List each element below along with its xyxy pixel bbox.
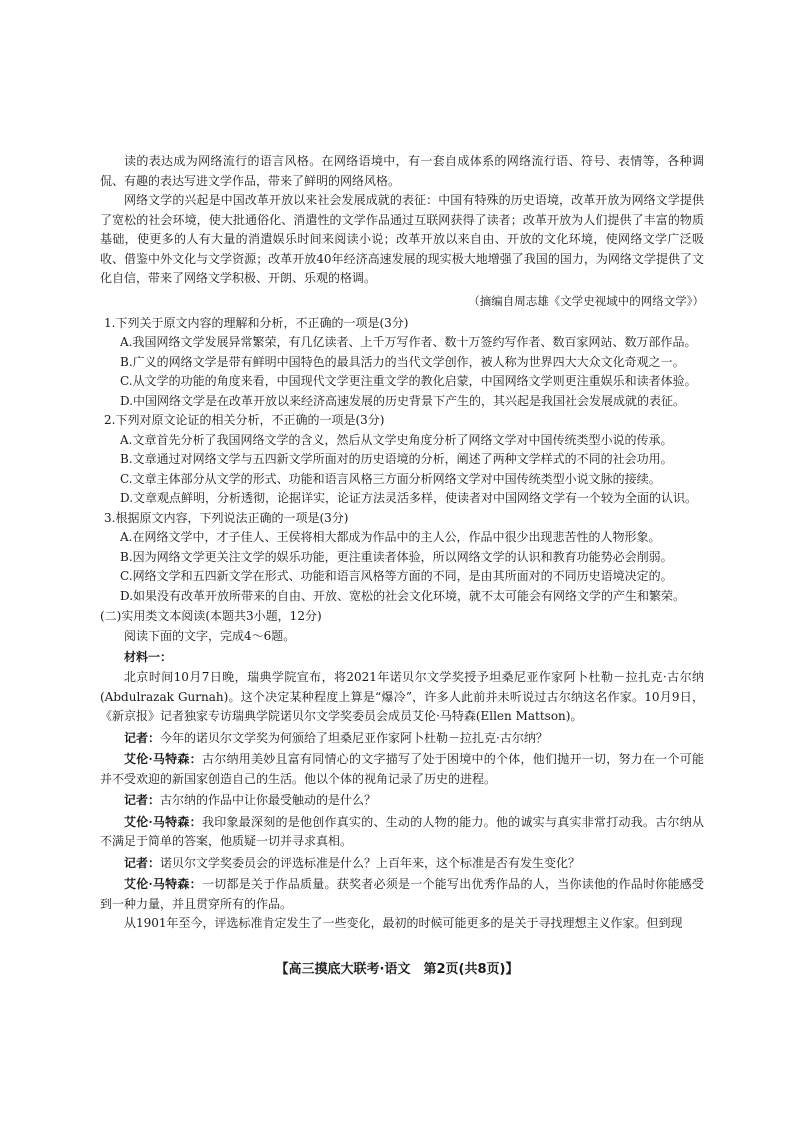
option-b: B.文章通过对网络文学与五四新文学所面对的历史语境的分析，阐述了两种文学样式的不同的社会功用。 (120, 452, 673, 466)
dialogue-text: 古尔纳的作品中让你最受触动的是什么？ (160, 793, 377, 807)
material-paragraph: 从1901年至今，评选标准肯定发生了一些变化，最初的时候可能更多的是关于寻找理想主义作家。但到现 (124, 916, 683, 930)
question-stem: 3.根据原文内容，下列说法正确的一项是(3分) (104, 510, 349, 525)
page-footer: 【高三摸底大联考·语文 第2页(共8页)】 (275, 962, 519, 977)
dialogue-text: 古尔纳用美妙且富有同情心的文字描写了处于困境中的个体，他们抛开一切，努力在一个可能并不受欢迎的新国家创造自己的生活。他以个体的视角记录了历史的进程。 (100, 752, 704, 786)
speaker-label: 艾伦·马特森： (124, 814, 202, 829)
speaker-label: 记者： (124, 793, 161, 807)
option-a: A.文章首先分析了我国网络文学的含义，然后从文学史角度分析了网络文学对中国传统类型小说的传承。 (120, 432, 673, 447)
speaker-label: 记者： (124, 855, 161, 870)
dialogue-text: 一切都是关于作品质量。获奖者必须是一个能写出优秀作品的人，当你读他的作品时你能感受到一种力量，并且贯穿所有的作品。 (100, 877, 704, 911)
question-2 (100, 411, 704, 509)
speaker-label: 艾伦·马特森： (124, 877, 202, 891)
dialogue-line (100, 729, 704, 749)
dialogue-line (100, 791, 704, 811)
option-a: A.在网络文学中，才子佳人、王侯将相大都成为作品中的主人公，作品中很少出现悲苦性的人物形象。 (120, 530, 661, 544)
passage-source: （摘编自周志雄《文学史视域中的网络文学》） (468, 293, 704, 308)
passage-paragraph: 网络文学的兴起是中国改革开放以来社会发展成就的表征：中国有特殊的历史语境，改革开放为网络文学提供了宽松的社会环境，使大批通俗化、消遣性的文学作品通过互联网获得了读者；改革开放为人们提供了丰富的物质基础，使更多的人有大量的消遣娱乐时间来阅读小说；改革开放以来自由、开放的文化环境，使网络文学广泛吸收、借鉴中外文化与文学资源；改革开放40年经济高速发展的现实极大地增强了我国的国力，为网络文学提供了文化自信，带来了网络文学积极、开朗、乐观的格调。 (100, 193, 704, 285)
dialogue-line (100, 875, 704, 914)
question-3 (100, 509, 704, 607)
option-b: B.广义的网络文学是带有鲜明中国特色的最具活力的当代文学创作，被人称为世界四大大众文化奇观之一。 (120, 354, 685, 369)
dialogue-text: 今年的诺贝尔文学奖为何颁给了坦桑尼亚作家阿卜杜勒－拉扎克·古尔纳？ (160, 730, 548, 745)
question-1 (100, 314, 704, 412)
option-c: C.从文学的功能的角度来看，中国现代文学更注重文学的教化启蒙，中国网络文学则更注重娱乐和读者体验。 (120, 374, 697, 388)
speaker-label: 艾伦·马特森： (124, 752, 202, 766)
section-instruction: 阅读下面的文字，完成4～6题。 (124, 629, 296, 643)
option-b: B.因为网络文学更关注文学的娱乐功能，更注重读者体验，所以网络文学的认识和教育功能势必会削弱。 (120, 549, 673, 564)
option-d: D.如果没有改革开放所带来的自由、开放、宽松的社会文化环境，就不太可能会有网络文学的产生和繁荣。 (120, 588, 686, 603)
option-c: C.网络文学和五四新文学在形式、功能和语言风格等方面的不同，是由其所面对的不同历史语境决定的。 (120, 569, 673, 583)
dialogue-line (100, 854, 704, 874)
question-stem: 1.下列关于原文内容的理解和分析，不正确的一项是(3分) (104, 315, 409, 330)
option-c: C.文章主体部分从文学的形式、功能和语言风格三方面分析网络文学对中国传统类型小说文脉的接续。 (120, 471, 661, 486)
material-label: 材料一： (124, 650, 173, 664)
passage-paragraph: 读的表达成为网络流行的语言风格。在网络语境中，有一套自成体系的网络流行语、符号、表情等，各种调侃、有趣的表达写进文学作品，带来了鲜明的网络风格。 (100, 154, 704, 188)
option-d: D.文章观点鲜明，分析透彻，论据详实，论证方法灵活多样，使读者对中国网络文学有一个较为全面的认识。 (120, 491, 698, 505)
option-d: D.中国网络文学是在改革开放以来经济高速发展的历史背景下产生的，其兴起是我国社会发展成就的表征。 (120, 393, 686, 408)
option-a: A.我国网络文学发展异常繁荣，有几亿读者、上千万写作者、数十万签约写作者、数百家网站、数万部作品。 (120, 335, 697, 349)
dialogue-line (100, 813, 704, 852)
dialogue-text: 诺贝尔文学奖委员会的评选标准是什么？上百年来，这个标准是否有发生变化？ (160, 855, 581, 870)
question-stem: 2.下列对原文论证的相关分析，不正确的一项是(3分) (104, 413, 385, 427)
material-intro: 北京时间10月7日晚，瑞典学院宣布，将2021年诺贝尔文学奖授予坦桑尼亚作家阿卜杜勒－拉扎克·古尔纳(Abdulrazak Gurnah)。这个决定某种程度上算是“爆冷”，许多人此前并未听说过古尔纳这名作家。10月9日，《新京报》记者独家专访瑞典学院诺贝尔文学奖委员会成员艾伦·马特森(Ellen Mattson)。 (100, 670, 704, 723)
section-title: (二)实用类文本阅读(本题共3小题，12分) (100, 609, 322, 623)
dialogue-line (100, 750, 704, 789)
dialogue-text: 我印象最深刻的是他创作真实的、生动的人物的能力。他的诚实与真实非常打动我。古尔纳从不满足于简单的答案，他质疑一切并寻求真相。 (100, 814, 704, 848)
speaker-label: 记者： (124, 730, 161, 745)
